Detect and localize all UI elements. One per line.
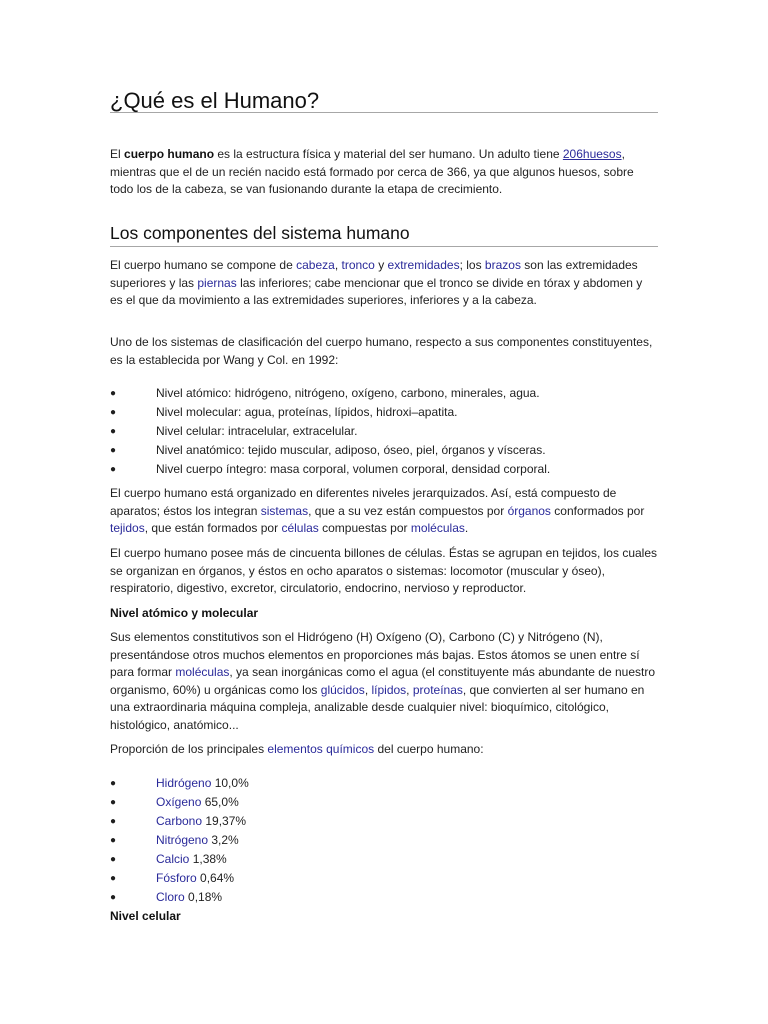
link-206huesos[interactable]: 206huesos xyxy=(562,147,622,161)
page-title: ¿Qué es el Humano? xyxy=(110,86,658,113)
bullet-icon: ● xyxy=(110,426,117,437)
para5-text: , que convierten al ser humano en una extraordinaria máquina compleja, analizable desde cualquier nivel: bioquímico, citológico, histológico, anatómico... xyxy=(110,682,645,732)
intro-bold-term: cuerpo humano xyxy=(124,147,215,161)
list-item xyxy=(110,460,658,479)
para1-text: El cuerpo humano se compone de xyxy=(110,258,297,272)
element-percentage: 65,0% xyxy=(201,795,239,809)
bullet-icon: ● xyxy=(110,835,117,846)
link-tejidos[interactable]: tejidos xyxy=(110,521,145,536)
atomic-paragraph xyxy=(110,629,658,735)
element-percentage: 10,0% xyxy=(211,776,249,790)
list-item xyxy=(110,441,658,460)
list-item xyxy=(110,831,658,850)
element-percentage: 3,2% xyxy=(208,833,239,847)
link-tronco[interactable]: tronco xyxy=(341,258,375,272)
intro-text-1: El xyxy=(110,147,125,161)
para1-text: , xyxy=(334,258,342,272)
link-cloro[interactable]: Cloro xyxy=(156,890,185,904)
list-item xyxy=(110,850,658,869)
link-brazos[interactable]: brazos xyxy=(484,258,521,272)
para5-text: , xyxy=(406,682,413,697)
para6-text: del cuerpo humano: xyxy=(374,742,484,756)
para5-text: , ya sean inorgánicas como el agua (el constituyente más abundante de nuestro organismo, 60%) u orgánicas como los xyxy=(110,665,655,697)
link-lipidos[interactable]: lípidos xyxy=(371,682,407,697)
section-heading-componentes: Los componentes del sistema humano xyxy=(110,220,658,247)
classification-paragraph: Uno de los sistemas de clasificación del cuerpo humano, respecto a sus componentes constituyentes, es la establecida por Wang y Col. en 1992: xyxy=(110,335,653,367)
bullet-icon: ● xyxy=(110,854,117,865)
para1-text: ; los xyxy=(459,258,485,272)
link-carbono[interactable]: Carbono xyxy=(156,814,203,828)
list-item-text: Nivel anatómico: tejido muscular, adiposo, óseo, piel, órganos y vísceras. xyxy=(156,443,546,457)
para1-text: las inferiores; cabe mencionar que el tronco se divide en tórax y abdomen y es el que da movimiento a las extremidades superiores, inferiores y a la cabeza. xyxy=(110,275,643,308)
para1-text: y xyxy=(374,258,388,272)
bullet-icon: ● xyxy=(110,873,117,884)
element-percentage: 0,18% xyxy=(184,890,223,904)
link-cabeza[interactable]: cabeza xyxy=(296,258,335,272)
list-item xyxy=(110,403,658,422)
link-elementos-quimicos[interactable]: elementos químicos xyxy=(267,742,375,756)
list-item xyxy=(110,812,658,831)
proportion-paragraph xyxy=(110,741,658,759)
link-sistemas[interactable]: sistemas xyxy=(260,503,309,518)
para6-text: Proporción de los principales xyxy=(110,742,268,756)
list-item xyxy=(110,774,658,793)
organization-paragraph xyxy=(110,485,658,538)
element-percentage: 1,38% xyxy=(189,852,227,866)
para1-text: son las extremidades superiores y las xyxy=(110,258,638,290)
list-item xyxy=(110,422,658,441)
list-item xyxy=(110,793,658,812)
bullet-icon: ● xyxy=(110,464,117,475)
subheading-nivel-celular: Nivel celular xyxy=(110,909,181,923)
bullet-icon: ● xyxy=(110,892,117,903)
link-moleculas-2[interactable]: moléculas xyxy=(175,665,230,680)
link-extremidades[interactable]: extremidades xyxy=(387,258,460,272)
levels-list xyxy=(110,384,658,479)
link-moleculas[interactable]: moléculas xyxy=(410,521,465,536)
para3-text: . xyxy=(464,521,469,536)
list-item xyxy=(110,869,658,888)
para3-text: , que están formados por xyxy=(144,521,282,536)
intro-paragraph xyxy=(110,146,658,199)
link-organos[interactable]: órganos xyxy=(507,503,551,518)
list-item xyxy=(110,384,658,403)
bullet-icon: ● xyxy=(110,388,117,399)
list-item-text: Nivel celular: intracelular, extracelular. xyxy=(156,424,358,438)
element-percentage: 0,64% xyxy=(196,871,235,885)
bullet-icon: ● xyxy=(110,445,117,456)
para5-text: , xyxy=(364,682,372,697)
para3-text: conformados por xyxy=(550,503,645,518)
intro-text-3: , mientras que el de un recién nacido está formado por cerca de 366, ya que algunos huesos, sobre todo los de la cabeza, se van fusionando durante la etapa de crecimiento. xyxy=(110,147,634,197)
list-item xyxy=(110,888,658,907)
bullet-icon: ● xyxy=(110,816,117,827)
components-paragraph xyxy=(110,257,658,310)
link-oxigeno[interactable]: Oxígeno xyxy=(156,795,202,809)
para3-text: compuestas por xyxy=(318,521,411,536)
link-celulas[interactable]: células xyxy=(281,521,319,536)
para3-text: El cuerpo humano está organizado en diferentes niveles jerarquizados. Así, está compuesto de aparatos; éstos los integran xyxy=(110,486,617,518)
list-item-text: Nivel cuerpo íntegro: masa corporal, volumen corporal, densidad corporal. xyxy=(156,462,551,476)
cells-paragraph: El cuerpo humano posee más de cincuenta billones de células. Éstas se agrupan en tejidos, los cuales se organizan en órganos, y éstos en ocho aparatos o sistemas: locomotor (muscular y óseo), respiratorio, digestivo, excretor, circulatorio, endocrino, nervioso y reproductor. xyxy=(110,546,658,596)
link-proteinas[interactable]: proteínas xyxy=(412,682,463,697)
bullet-icon: ● xyxy=(110,797,117,808)
intro-text-2: es la estructura física y material del ser humano. Un adulto tiene xyxy=(214,147,563,161)
link-calcio[interactable]: Calcio xyxy=(156,852,190,866)
para3-text: , que a su vez están compuestos por xyxy=(308,503,508,518)
elements-list xyxy=(110,774,658,907)
list-item-text: Nivel atómico: hidrógeno, nitrógeno, oxígeno, carbono, minerales, agua. xyxy=(156,386,540,400)
element-percentage: 19,37% xyxy=(202,814,247,828)
link-piernas[interactable]: piernas xyxy=(197,275,237,290)
bullet-icon: ● xyxy=(110,778,117,789)
subheading-atomico-molecular: Nivel atómico y molecular xyxy=(110,606,259,620)
link-fosforo[interactable]: Fósforo xyxy=(156,871,197,885)
link-nitrogeno[interactable]: Nitrógeno xyxy=(156,833,209,847)
link-glucidos[interactable]: glúcidos xyxy=(320,682,365,697)
link-hidrogeno[interactable]: Hidrógeno xyxy=(156,776,212,790)
list-item-text: Nivel molecular: agua, proteínas, lípidos, hidroxi–apatita. xyxy=(156,405,458,419)
para5-text: Sus elementos constitutivos son el Hidrógeno (H) Oxígeno (O), Carbono (C) y Nitrógeno (N), presentándose otros muchos elementos en proporciones más bajas. Estos átomos se unen entre sí para formar xyxy=(110,630,640,680)
bullet-icon: ● xyxy=(110,407,117,418)
